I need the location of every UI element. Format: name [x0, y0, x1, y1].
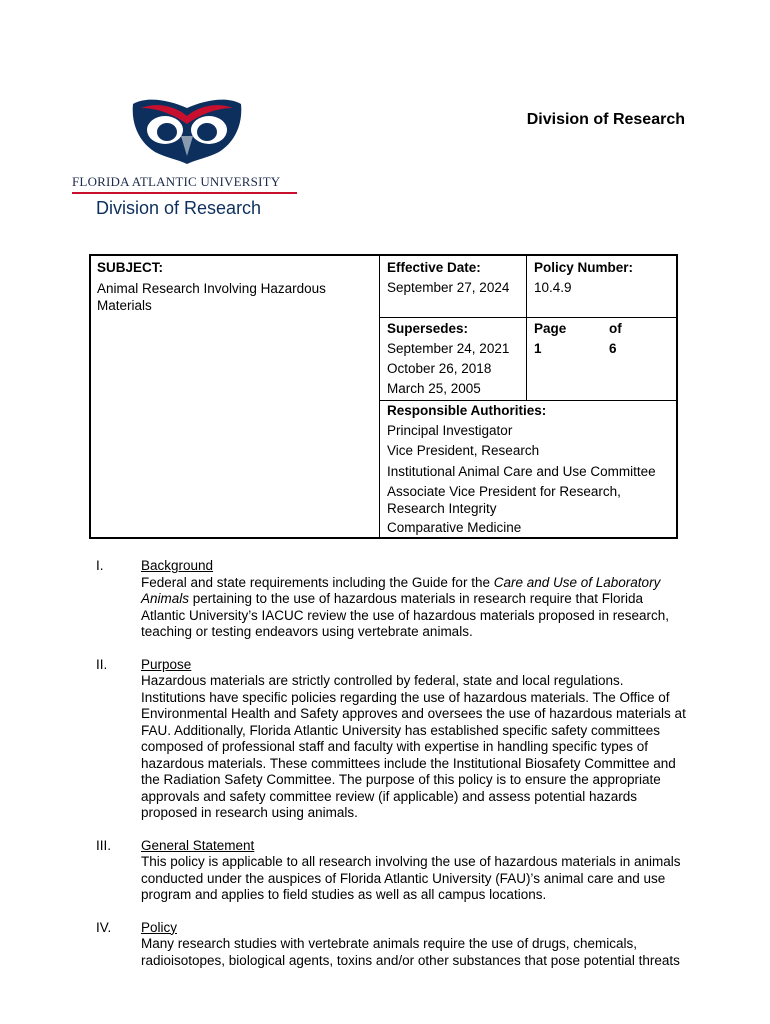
section-background: [90, 558, 690, 641]
authority-item: Associate Vice President for Research, Research Integrity: [387, 484, 621, 516]
table-divider: [379, 317, 678, 318]
section-policy: [90, 920, 690, 970]
logo-division-name: Division of Research: [96, 198, 262, 218]
table-divider: [526, 256, 527, 400]
supersedes-date: October 26, 2018: [387, 361, 492, 376]
page-title: Division of Research: [526, 111, 685, 128]
section-text: Federal and state requirements including the Guide for the Care and Use of Laboratory Animals pertaining to the use of hazardous materials in research require that Florida Atlantic University’s IACUC review the use of hazardous materials proposed in research, teaching or testing endeavors using vertebrate animals.: [141, 574, 669, 639]
page-label: Page: [534, 321, 567, 336]
table-divider: [379, 256, 380, 539]
page-number: 1: [534, 341, 542, 356]
section-heading: Purpose: [141, 656, 192, 672]
authority-item: Institutional Animal Care and Use Committee: [387, 464, 656, 479]
effective-date-label: Effective Date:: [387, 260, 481, 275]
authorities-label: Responsible Authorities:: [387, 403, 547, 418]
policy-info-table: [89, 254, 678, 539]
supersedes-label: Supersedes:: [387, 321, 469, 336]
section-heading: Background: [141, 558, 214, 573]
authority-item: Vice President, Research: [387, 443, 540, 458]
section-number: III.: [96, 837, 112, 853]
section-general-statement: [90, 838, 690, 904]
supersedes-date: September 24, 2021: [387, 341, 510, 356]
section-heading: Policy: [141, 919, 178, 935]
section-number: IV.: [96, 919, 112, 935]
section-number: I.: [96, 558, 104, 573]
policy-sections: [90, 558, 690, 985]
authority-item: Principal Investigator: [387, 423, 513, 438]
logo-university-name: FLORIDA ATLANTIC UNIVERSITY: [72, 174, 281, 189]
policy-number-label: Policy Number:: [534, 260, 634, 275]
owl-icon: [127, 94, 247, 164]
subject-label: SUBJECT:: [97, 260, 164, 275]
section-purpose: [90, 657, 690, 822]
of-label: of: [609, 321, 622, 336]
authority-item: Comparative Medicine: [387, 520, 522, 535]
section-text: This policy is applicable to all research involving the use of hazardous materials in animals conducted under the auspices of Florida Atlantic University (FAU)’s animal care and use program and applies to field studies as well as all campus locations.: [141, 854, 681, 902]
section-text: Hazardous materials are strictly controlled by federal, state and local regulations. Institutions have specific policies regarding the use of hazardous materials. The Office of Environmental Health and Safety approves and oversees the use of hazardous materials at FAU. Additionally, Florida Atlantic University has established specific safety committees composed of professional staff and faculty with expertise in handling specific types of hazardous materials. These committees include the Institutional Biosafety Committee and the Radiation Safety Committee. The purpose of this policy is to ensure the appropriate approvals and safety committee review (if applicable) and assess potential hazards proposed in research using animals.: [141, 673, 686, 820]
effective-date-value: September 27, 2024: [387, 280, 510, 295]
supersedes-date: March 25, 2005: [387, 381, 481, 396]
fau-logo: [72, 94, 302, 224]
total-pages: 6: [609, 341, 617, 356]
subject-value: Animal Research Involving Hazardous Materials: [97, 281, 326, 313]
section-text: Many research studies with vertebrate animals require the use of drugs, chemicals, radioisotopes, biological agents, toxins and/or other substances that pose potential threats: [141, 936, 680, 968]
policy-number-value: 10.4.9: [534, 280, 572, 295]
section-heading: General Statement: [141, 837, 255, 853]
logo-divider: [72, 192, 297, 194]
section-number: II.: [96, 656, 108, 672]
